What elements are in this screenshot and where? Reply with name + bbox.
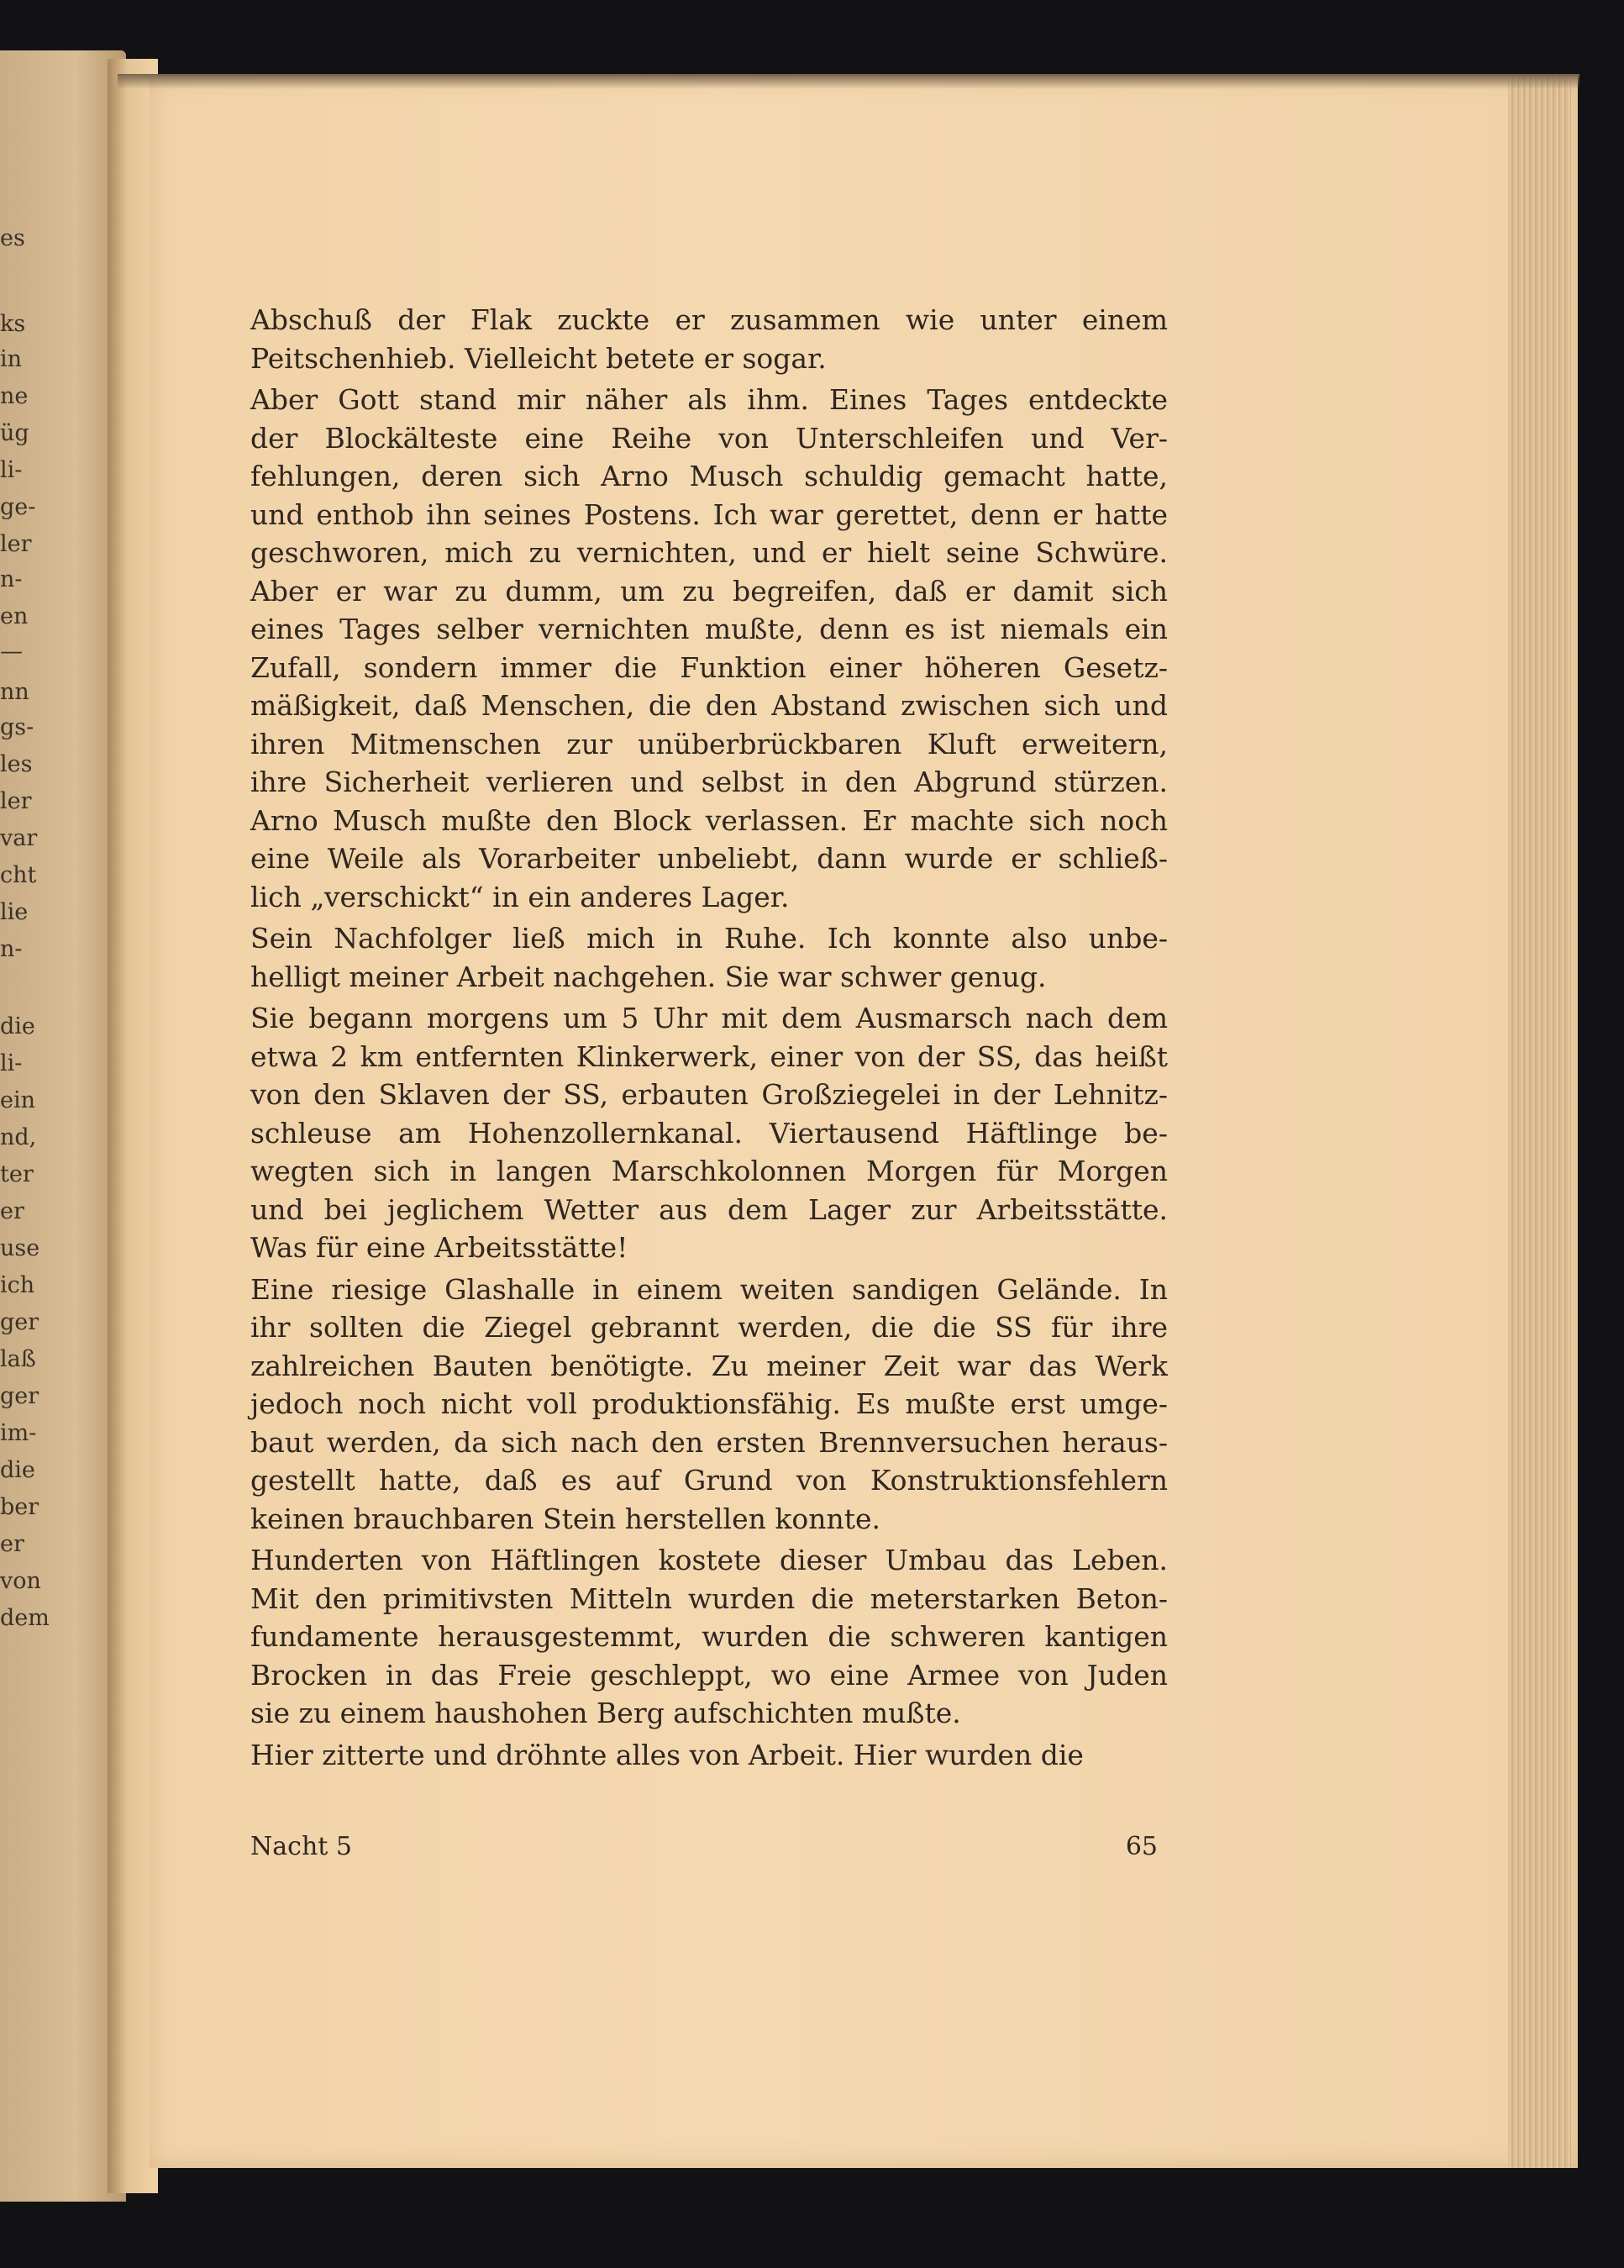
left-page-fragment: üg <box>0 420 29 446</box>
left-page-fragment: lie <box>0 899 29 925</box>
text-line: der Blockälteste eine Reihe von Unterschleifen und Ver- <box>250 421 1168 455</box>
text-line: Eine riesige Glashalle in einem weiten sandigen Gelände. In <box>250 1272 1168 1306</box>
text-line: Sie begann morgens um 5 Uhr mit dem Ausmarsch nach dem <box>250 1002 1168 1034</box>
page-top-shadow <box>118 74 1579 89</box>
text-line: ihre Sicherheit verlieren und selbst in den Abgrund stürzen. <box>250 766 1168 798</box>
text-line: und enthob ihn seines Postens. Ich war gerettet, denn er hatte <box>250 497 1168 531</box>
left-page-fragment: ler <box>0 788 32 814</box>
left-page-fragment: in <box>0 346 23 372</box>
text-line: Hier zitterte und dröhnte alles von Arbeit. Hier wurden die <box>250 1738 1084 1771</box>
text-line: Sein Nachfolger ließ mich in Ruhe. Ich konnte also unbe- <box>250 922 1168 955</box>
left-page-fragment: nn <box>0 679 29 705</box>
text-line: fundamente herausgestemmt, wurden die schweren kantigen <box>250 1620 1168 1653</box>
text-line: Was für eine Arbeitsstätte! <box>250 1231 628 1264</box>
left-page-fragment: ler <box>0 531 32 557</box>
text-line: keinen brauchbaren Stein herstellen konnte. <box>250 1502 881 1535</box>
text-line: Arno Musch mußte den Block verlassen. Er machte sich noch <box>250 803 1168 837</box>
left-page-fragment: les <box>0 751 33 777</box>
left-page-fragment: von <box>0 1568 41 1594</box>
text-line: zahlreichen Bauten benötigte. Zu meiner Zeit war das Werk <box>250 1349 1168 1382</box>
left-page-fragment: im- <box>0 1420 37 1446</box>
text-line: jedoch noch nicht voll produktionsfähig. Es mußte erst umge- <box>250 1387 1168 1420</box>
text-line: Mit den primitivsten Mitteln wurden die meterstarken Beton- <box>250 1581 1168 1615</box>
left-page-fragment: cht <box>0 862 37 888</box>
left-page-fragment: ich <box>0 1272 35 1298</box>
text-line: lich „verschickt“ in ein anderes Lager. <box>250 880 790 913</box>
text-line: schleuse am Hohenzollernkanal. Viertausend Häftlinge be- <box>250 1116 1168 1150</box>
left-page-fragment: ne <box>0 383 29 409</box>
left-page-fragment: gs- <box>0 714 34 740</box>
left-page-fragment: var <box>0 825 38 851</box>
left-page-fragment: li- <box>0 1050 23 1076</box>
left-page-fragment: ks <box>0 311 26 337</box>
left-page-fragment: ger <box>0 1383 39 1409</box>
left-page-fragment: es <box>0 225 25 251</box>
signature-mark: Nacht 5 <box>250 1832 352 1861</box>
text-line: wegten sich in langen Marschkolonnen Morgen für Morgen <box>250 1155 1168 1187</box>
text-line: Aber er war zu dumm, um zu begreifen, daß er damit sich <box>250 574 1168 608</box>
text-line: gestellt hatte, daß es auf Grund von Konstruktionsfehlern <box>250 1464 1168 1497</box>
left-page-fragment: n- <box>0 566 23 592</box>
body-text <box>250 301 1168 1774</box>
text-line: Abschuß der Flak zuckte er zusammen wie unter einem <box>250 303 1168 336</box>
text-line: Peitschenhieb. Vielleicht betete er sogar. <box>250 341 827 375</box>
text-line: Aber Gott stand mir näher als ihm. Eines Tages entdeckte <box>250 383 1168 416</box>
text-line: fehlungen, deren sich Arno Musch schuldig gemacht hatte, <box>250 460 1168 492</box>
left-page-fragment: die <box>0 1457 35 1483</box>
text-line: baut werden, da sich nach den ersten Brennversuchen heraus- <box>250 1425 1168 1459</box>
left-page-fragment: nd, <box>0 1124 37 1150</box>
text-line: von den Sklaven der SS, erbauten Großziegelei in der Lehnitz- <box>250 1078 1168 1111</box>
left-page-fragment: dem <box>0 1605 50 1631</box>
text-line: Brocken in das Freie geschleppt, wo eine Armee von Juden <box>250 1658 1168 1692</box>
left-page-fragment: die <box>0 1013 35 1039</box>
left-page-fragment: ge- <box>0 494 36 520</box>
left-page-fragment: use <box>0 1235 40 1261</box>
text-line: geschworen, mich zu vernichten, und er hielt seine Schwüre. <box>250 536 1168 569</box>
left-page-fragment: en <box>0 603 29 629</box>
left-page-fragment: ter <box>0 1161 34 1187</box>
text-line: eines Tages selber vernichten mußte, denn es ist niemals ein <box>250 613 1168 645</box>
text-line: mäßigkeit, daß Menschen, die den Abstand zwischen sich und <box>250 689 1168 722</box>
text-line: sie zu einem haushohen Berg aufschichten mußte. <box>250 1697 961 1729</box>
left-page-fragment: — <box>0 639 23 665</box>
left-page-fragment: n- <box>0 936 23 962</box>
text-line: etwa 2 km entfernten Klinkerwerk, einer von der SS, das heißt <box>250 1039 1168 1073</box>
text-line: Hunderten von Häftlingen kostete dieser Umbau das Leben. <box>250 1544 1168 1576</box>
page-number: 65 <box>1125 1832 1158 1861</box>
left-page-fragment: er <box>0 1198 24 1224</box>
left-page-fragment: laß <box>0 1346 36 1372</box>
text-line: und bei jeglichem Wetter aus dem Lager zur Arbeitsstätte. <box>250 1192 1168 1226</box>
text-line: Zufall, sondern immer die Funktion einer höheren Gesetz- <box>250 650 1168 684</box>
text-line: eine Weile als Vorarbeiter unbeliebt, dann wurde er schließ- <box>250 842 1168 875</box>
left-page-fragment: li- <box>0 457 23 483</box>
text-line: ihren Mitmenschen zur unüberbrückbaren Kluft erweitern, <box>250 727 1168 760</box>
left-page-fragment: ein <box>0 1087 36 1113</box>
left-page-fragment: ger <box>0 1309 39 1335</box>
page-edges <box>1508 76 1571 2168</box>
left-page-fragment: ber <box>0 1494 39 1520</box>
left-page-fragment: er <box>0 1531 24 1557</box>
text-line: helligt meiner Arbeit nachgehen. Sie war schwer genug. <box>250 960 1047 993</box>
text-line: ihr sollten die Ziegel gebrannt werden, die die SS für ihre <box>250 1311 1168 1344</box>
